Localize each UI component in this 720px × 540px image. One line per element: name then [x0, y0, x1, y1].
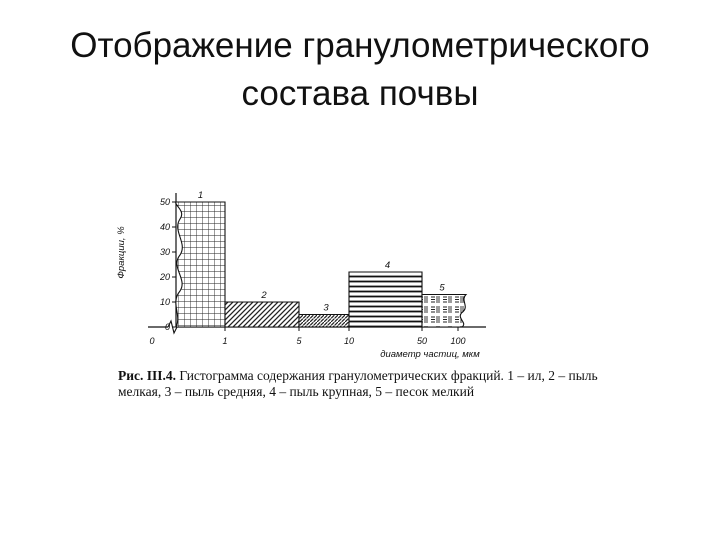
- label-layer: [116, 190, 480, 360]
- bar-label-5: 5: [439, 282, 445, 294]
- x-axis-label: диаметр частиц, мкм: [380, 349, 480, 360]
- bar-label-2: 2: [261, 290, 267, 301]
- y-tick-label: 10: [159, 297, 170, 307]
- x-tick-label: 100: [450, 336, 466, 346]
- histogram-bar-1: [176, 202, 225, 327]
- figure-caption: [118, 368, 598, 400]
- x-tick-label: 5: [296, 336, 302, 346]
- histogram-bar-4: [349, 272, 422, 327]
- y-tick-label: 20: [159, 272, 170, 282]
- histogram-bar-2: [225, 302, 299, 327]
- x-tick-label: 0: [149, 336, 155, 346]
- y-axis-label: Фракции, %: [116, 226, 127, 279]
- caption-text: Гистограмма содержания гранулометрических фракций. 1 – ил, 2 – пыль мелкая, 3 – пыль средняя, 4 – пыль крупная, 5 – песок мелкий: [118, 368, 598, 399]
- y-tick-label: 50: [159, 197, 170, 207]
- caption-label: Рис. III.4.: [118, 368, 177, 383]
- slide-title-line-1: Отображение гранулометрического: [70, 26, 650, 65]
- bar-layer: [176, 202, 466, 327]
- y-tick-label: 30: [159, 247, 170, 257]
- bar-label-4: 4: [384, 260, 391, 271]
- histogram-bar-5: [422, 295, 466, 328]
- histogram-chart: [100, 175, 500, 365]
- x-tick-label: 10: [343, 336, 355, 346]
- slide-title-line-2: состава почвы: [241, 74, 479, 113]
- bar-label-1: 1: [197, 190, 204, 201]
- bar-label-3: 3: [323, 302, 329, 314]
- slide-title: [0, 22, 720, 118]
- x-tick-label: 50: [416, 336, 428, 346]
- y-tick-label: 0: [164, 322, 170, 332]
- x-tick-label: 1: [222, 336, 228, 346]
- histogram-bar-3: [299, 315, 349, 328]
- y-tick-label: 40: [159, 222, 170, 232]
